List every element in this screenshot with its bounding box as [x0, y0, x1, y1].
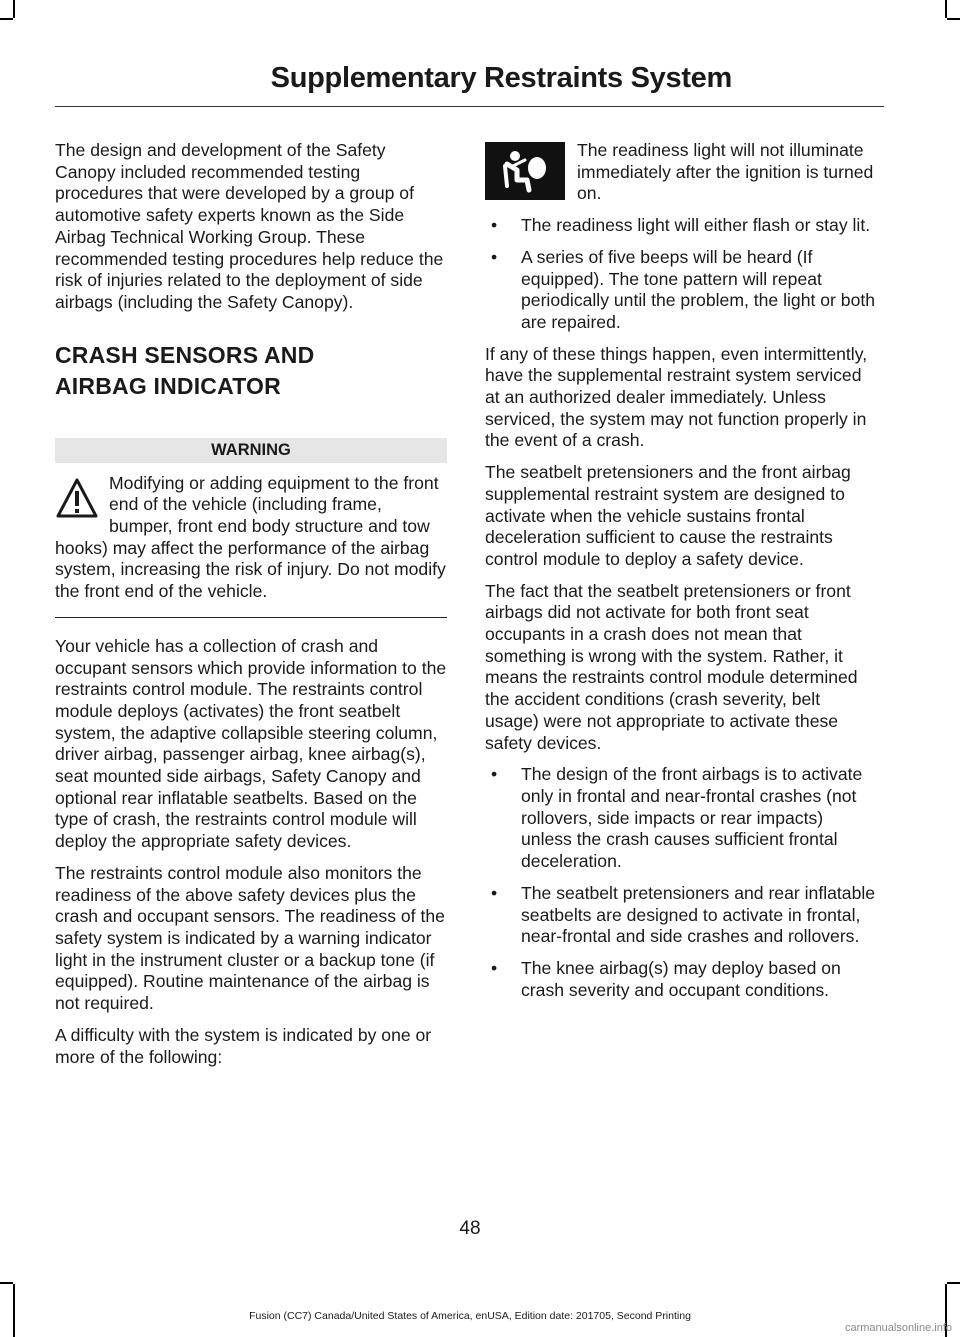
warning-label: WARNING: [55, 438, 447, 463]
difficulty-paragraph: A difficulty with the system is indicated by one or more of the following:: [55, 1024, 432, 1067]
warning-triangle-icon: [55, 476, 99, 534]
left-column: [55, 140, 447, 1078]
warning-text: Modifying or adding equipment to the front end of the vehicle (including frame, bumper, front end body structure and tow hooks) may affect the performance of the airbag system, increasing the risk of injury. Do not modify the front end of the vehicle.: [55, 472, 446, 602]
indicator-block: [485, 140, 877, 205]
page-title: Supplementary Restraints System: [270, 62, 732, 94]
crop-mark: [947, 1282, 960, 1284]
watermark: carmanualsonline.info: [844, 1322, 952, 1334]
crop-mark: [0, 18, 13, 20]
airbag-warning-icon: [485, 142, 565, 200]
list-item: • The knee airbag(s) may deploy based on crash severity and occupant conditions.: [491, 957, 841, 1000]
pretensioner-paragraph: The seatbelt pretensioners and the front airbag supplemental restraint system are designed to activate when the vehicle sustains frontal deceleration sufficient to cause the restraints control module to deploy a safety device.: [485, 462, 851, 569]
crop-mark: [945, 0, 947, 18]
warning-box: [55, 473, 447, 618]
service-paragraph: If any of these things happen, even intermittently, have the supplemental restraint system serviced at an authorized dealer immediately. Unless serviced, the system may not function properly in the event of a crash.: [485, 343, 868, 451]
monitoring-paragraph: The restraints control module also monitors the readiness of the above safety devices plus the crash and occupant sensors. The readiness of the safety system is indicated by a warning indicator light in the instrument cluster or a backup tone (if equipped). Routine maintenance of the airbag is not required.: [55, 862, 445, 1014]
page-number: 48: [459, 1218, 481, 1239]
indicator-text: The readiness light will not illuminate immediately after the ignition is turned on.: [577, 140, 874, 204]
header-divider: [55, 106, 884, 107]
footer-text: Fusion (CC7) Canada/United States of America, enUSA, Edition date: 201705, Second Printing: [249, 1310, 691, 1322]
section-heading: CRASH SENSORS AND AIRBAG INDICATOR: [55, 341, 315, 399]
intro-paragraph: The design and development of the Safety Canopy included recommended testing procedures that were developed by a group of automotive safety experts known as the Side Airbag Technical Working Group. These recommended testing procedures help reduce the risk of injuries related to the deployment of side airbags (including the Safety Canopy).: [55, 140, 444, 312]
right-column: [485, 140, 877, 1011]
list-item: • The design of the front airbags is to activate only in frontal and near-frontal crashes (not rollovers, side impacts or rear impacts) unless the crash causes sufficient frontal deceleration.: [491, 764, 863, 872]
list-item: • The seatbelt pretensioners and rear inflatable seatbelts are designed to activate in frontal, near-frontal and side crashes and rollovers.: [491, 882, 876, 947]
sensors-paragraph: Your vehicle has a collection of crash and occupant sensors which provide information to the restraints control module. The restraints control module deploys (activates) the front seatbelt system, the adaptive collapsible steering column, driver airbag, passenger airbag, knee airbag(s), seat mounted side airbags, Safety Canopy and optional rear inflatable seatbelts. Based on the type of crash, the restraints control module will deploy the appropriate safety devices.: [55, 635, 447, 852]
crop-mark: [13, 0, 15, 18]
crop-mark: [947, 18, 960, 20]
crop-mark: [0, 1282, 13, 1284]
list-item: • A series of five beeps will be heard (If equipped). The tone pattern will repeat periodically until the problem, the light or both are repaired.: [491, 246, 876, 332]
list-item: • The readiness light will either flash or stay lit.: [491, 215, 871, 236]
deployment-paragraph: The fact that the seatbelt pretensioners or front airbags did not activate for both front seat occupants in a crash does not mean that something is wrong with the system. Rather, it means the restraints control module determined the accident conditions (crash severity, belt usage) were not appropriate to activate these safety devices.: [485, 580, 858, 753]
symptom-list: [485, 215, 877, 334]
design-list: [485, 764, 877, 1001]
